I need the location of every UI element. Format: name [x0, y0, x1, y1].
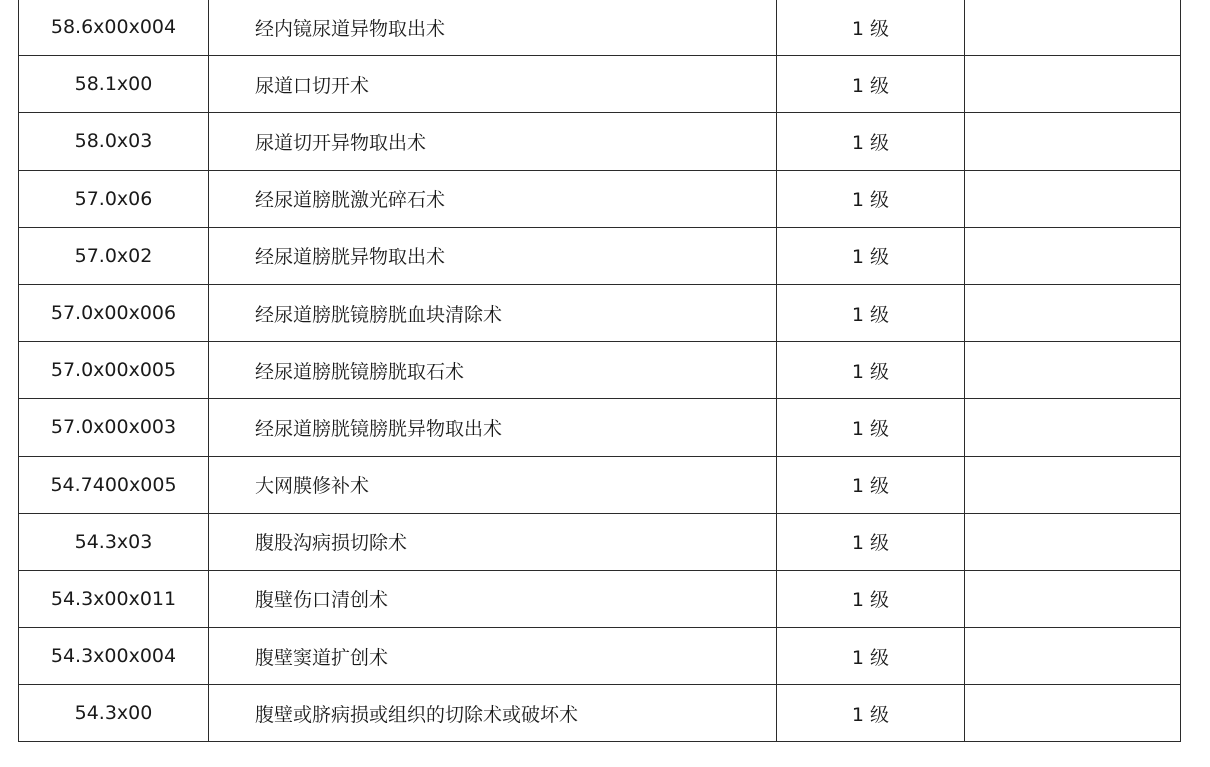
procedure-level: 1 级: [777, 628, 965, 685]
procedure-name: 经尿道膀胱异物取出术: [209, 227, 777, 284]
procedure-note: [965, 570, 1181, 627]
procedure-name: 经尿道膀胱激光碎石术: [209, 170, 777, 227]
procedure-code: 58.6x00x004: [19, 0, 209, 56]
procedure-name: 腹股沟病损切除术: [209, 513, 777, 570]
procedure-code: 57.0x06: [19, 170, 209, 227]
table-row: [19, 113, 1181, 170]
procedure-name: 腹壁或脐病损或组织的切除术或破坏术: [209, 685, 777, 742]
procedure-name: 腹壁窦道扩创术: [209, 628, 777, 685]
procedure-name: 经内镜尿道异物取出术: [209, 0, 777, 56]
table-row: [19, 227, 1181, 284]
table-body: [19, 0, 1181, 742]
procedure-level: 1 级: [777, 342, 965, 399]
procedure-name: 尿道切开异物取出术: [209, 113, 777, 170]
procedure-table: [18, 0, 1181, 742]
procedure-name: 经尿道膀胱镜膀胱取石术: [209, 342, 777, 399]
procedure-level: 1 级: [777, 170, 965, 227]
procedure-code: 54.7400x005: [19, 456, 209, 513]
procedure-note: [965, 227, 1181, 284]
procedure-note: [965, 0, 1181, 56]
table-row: [19, 284, 1181, 341]
procedure-level: 1 级: [777, 513, 965, 570]
procedure-name: 经尿道膀胱镜膀胱异物取出术: [209, 399, 777, 456]
table-row: [19, 399, 1181, 456]
table-row: [19, 56, 1181, 113]
procedure-level: 1 级: [777, 56, 965, 113]
procedure-code: 57.0x02: [19, 227, 209, 284]
table-row: [19, 342, 1181, 399]
procedure-note: [965, 456, 1181, 513]
procedure-note: [965, 628, 1181, 685]
procedure-code: 57.0x00x005: [19, 342, 209, 399]
procedure-level: 1 级: [777, 284, 965, 341]
procedure-level: 1 级: [777, 570, 965, 627]
procedure-code: 58.1x00: [19, 56, 209, 113]
procedure-level: 1 级: [777, 113, 965, 170]
procedure-name: 经尿道膀胱镜膀胱血块清除术: [209, 284, 777, 341]
procedure-code: 54.3x00x004: [19, 628, 209, 685]
procedure-note: [965, 170, 1181, 227]
procedure-note: [965, 513, 1181, 570]
procedure-name: 腹壁伤口清创术: [209, 570, 777, 627]
table-row: [19, 570, 1181, 627]
procedure-note: [965, 56, 1181, 113]
procedure-level: 1 级: [777, 685, 965, 742]
procedure-level: 1 级: [777, 399, 965, 456]
procedure-code: 54.3x03: [19, 513, 209, 570]
table-row: [19, 628, 1181, 685]
table-row: [19, 170, 1181, 227]
procedure-name: 大网膜修补术: [209, 456, 777, 513]
table-row: [19, 513, 1181, 570]
table-row: [19, 685, 1181, 742]
procedure-code: 54.3x00x011: [19, 570, 209, 627]
procedure-code: 58.0x03: [19, 113, 209, 170]
table-row: [19, 0, 1181, 56]
table-row: [19, 456, 1181, 513]
procedure-code: 57.0x00x003: [19, 399, 209, 456]
procedure-note: [965, 113, 1181, 170]
procedure-level: 1 级: [777, 0, 965, 56]
procedure-note: [965, 399, 1181, 456]
procedure-note: [965, 685, 1181, 742]
procedure-level: 1 级: [777, 456, 965, 513]
procedure-note: [965, 284, 1181, 341]
procedure-code: 54.3x00: [19, 685, 209, 742]
procedure-code: 57.0x00x006: [19, 284, 209, 341]
procedure-name: 尿道口切开术: [209, 56, 777, 113]
procedure-note: [965, 342, 1181, 399]
procedure-level: 1 级: [777, 227, 965, 284]
